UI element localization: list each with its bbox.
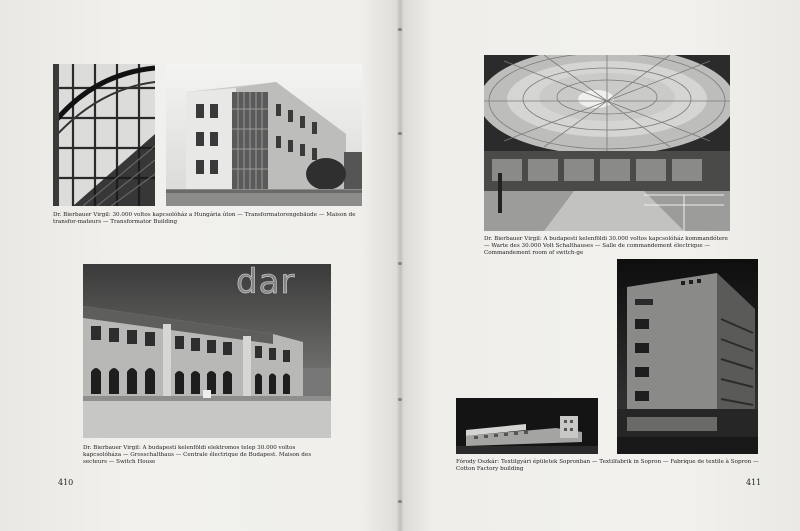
photo-transformer-building: [166, 64, 362, 206]
binding-staple: [398, 500, 402, 503]
page-number-left: 410: [58, 478, 74, 487]
binding-staple: [398, 132, 402, 135]
caption-transformer-building: Dr. Bierbauer Virgil: 30.000 voltos kapcsolóház a Hungária úton — Transformatorengebäude — Maison de transfor-mateurs — Transformator Building: [53, 212, 356, 225]
photo-control-room: [484, 55, 730, 231]
page-number-right: 411: [746, 478, 762, 487]
binding-staple: [398, 28, 402, 31]
caption-switch-house: Dr. Bierbauer Virgil: A budapesti kelenföldi elektromos telep 30.000 voltos kapcsolóháza — Grosschalthaus — Centrale électrique de Budapest. Maison des secteurs — Switch House: [83, 445, 312, 465]
photo-staircase-window: [53, 64, 155, 206]
caption-factory: Fórody Oszkár: Textilgyári épületek Sopronban — Textilfabrik in Sopron — Fabrique de textile à Sopron — Cotton Factory building: [456, 459, 759, 472]
photo-factory-model: [456, 398, 598, 454]
caption-control-room: Dr. Bierbauer Virgil: A budapesti kelenföldi 30.000 voltos kapcsolóház kommandótere — Warte des 30.000 Volt Schalthauses — Salle de commandement électrique — Commandement room of switch-ge: [484, 236, 728, 256]
binding-staple: [398, 262, 402, 265]
binding-staple: [398, 398, 402, 401]
photo-factory-tower: [617, 259, 758, 454]
watermark-text: dar: [236, 262, 296, 302]
book-gutter: [396, 0, 404, 531]
